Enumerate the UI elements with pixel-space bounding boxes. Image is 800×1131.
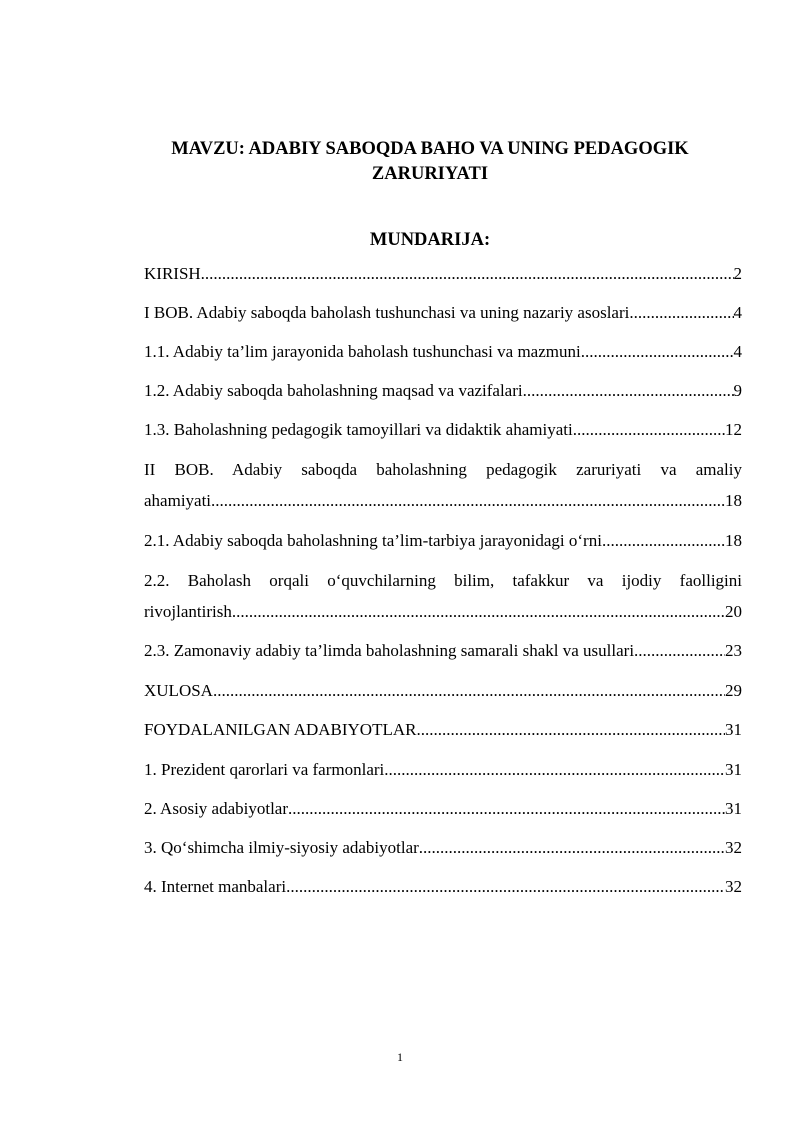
toc-entry-page: 20 [725, 602, 742, 621]
toc-heading: MUNDARIJA: [369, 230, 491, 250]
toc-entry-page: 4 [733, 303, 742, 322]
toc-entry-2-2[interactable] [144, 568, 742, 624]
dot-leader [523, 378, 734, 403]
toc-entry-text-line-1: II BOB. Adabiy saboqda baholashning pedagogik zaruriyati va amaliy [144, 460, 742, 479]
toc-entry-text: 4. Internet manbalari [144, 877, 287, 896]
toc-entry-page: 29 [725, 681, 742, 700]
dot-leader [201, 261, 734, 286]
toc-entry-text: 1.3. Baholashning pedagogik tamoyillari va didaktik ahamiyati [144, 420, 573, 439]
toc-entry-page: 31 [725, 720, 742, 739]
page-number: 1 [397, 1050, 403, 1064]
toc-entry-page: 31 [725, 760, 742, 779]
toc-entry-text: 1.1. Adabiy ta’lim jarayonida baholash tushunchasi va mazmuni [144, 342, 581, 361]
toc-entry-text: rivojlantirish [144, 602, 232, 621]
document-title [130, 137, 730, 187]
toc-entry-text: 2.3. Zamonaviy adabiy ta’limda baholashning samarali shakl va usullari [144, 641, 635, 660]
toc-entry-references-1[interactable] [144, 757, 742, 782]
toc-entry-1-1[interactable] [144, 339, 742, 364]
toc-entry-text: ahamiyati [144, 491, 212, 510]
toc-entry-kirish[interactable] [144, 261, 742, 286]
toc-entry-page: 32 [725, 877, 742, 896]
dot-leader [384, 757, 725, 782]
title-line-2: ZARURIYATI [371, 164, 489, 184]
toc-entry-page: 2 [733, 264, 742, 283]
toc-entry-page: 31 [725, 799, 742, 818]
dot-leader [416, 717, 725, 742]
toc-entry-1-2[interactable] [144, 378, 742, 403]
dot-leader [213, 678, 725, 703]
dot-leader [581, 339, 734, 364]
toc-entry-page: 23 [725, 641, 742, 660]
toc-entry-text: 2. Asosiy adabiyotlar [144, 799, 289, 818]
toc-entry-page: 12 [725, 420, 742, 439]
toc-entry-xulosa[interactable] [144, 678, 742, 703]
toc-entry-text: FOYDALANILGAN ADABIYOTLAR [144, 720, 417, 739]
toc-entry-page: 9 [733, 381, 742, 400]
dot-leader [288, 796, 725, 821]
dot-leader [634, 638, 725, 663]
toc-entry-references-4[interactable] [144, 874, 742, 899]
toc-entry-1-3[interactable] [144, 417, 742, 442]
dot-leader [602, 528, 725, 553]
toc-entry-text: 1.2. Adabiy saboqda baholashning maqsad va vazifalari [144, 381, 523, 400]
toc-entry-chapter-2[interactable] [144, 457, 742, 513]
toc-entry-references-2[interactable] [144, 796, 742, 821]
dot-leader [629, 300, 733, 325]
dot-leader [573, 417, 725, 442]
dot-leader [419, 835, 725, 860]
toc-entry-text: 3. Qo‘shimcha ilmiy-siyosiy adabiyotlar [144, 838, 419, 857]
toc-entry-text: XULOSA [144, 681, 213, 700]
toc-entry-page: 18 [725, 531, 742, 550]
toc-entry-page: 32 [725, 838, 742, 857]
toc-entry-text: KIRISH [144, 264, 201, 283]
title-line-1: MAVZU: ADABIY SABOQDA BAHO VA UNING PEDAGOGIK [171, 139, 689, 159]
toc-entry-text: I BOB. Adabiy saboqda baholash tushunchasi va uning nazariy asoslari [144, 303, 630, 322]
dot-leader [211, 488, 725, 513]
dot-leader [232, 599, 725, 624]
toc-entry-page: 18 [725, 491, 742, 510]
toc-entry-references-3[interactable] [144, 835, 742, 860]
toc-entry-2-1[interactable] [144, 528, 742, 553]
toc-entry-chapter-1[interactable] [144, 300, 742, 325]
toc-entry-text-line-1: 2.2. Baholash orqali o‘quvchilarning bilim, tafakkur va ijodiy faolligini [144, 571, 742, 590]
toc-entry-text: 2.1. Adabiy saboqda baholashning ta’lim-tarbiya jarayonidagi o‘rni [144, 531, 602, 550]
dot-leader [286, 874, 725, 899]
toc-entry-references[interactable] [144, 717, 742, 742]
toc-entry-text: 1. Prezident qarorlari va farmonlari [144, 760, 385, 779]
toc-entry-2-3[interactable] [144, 638, 742, 663]
toc-entry-page: 4 [733, 342, 742, 361]
